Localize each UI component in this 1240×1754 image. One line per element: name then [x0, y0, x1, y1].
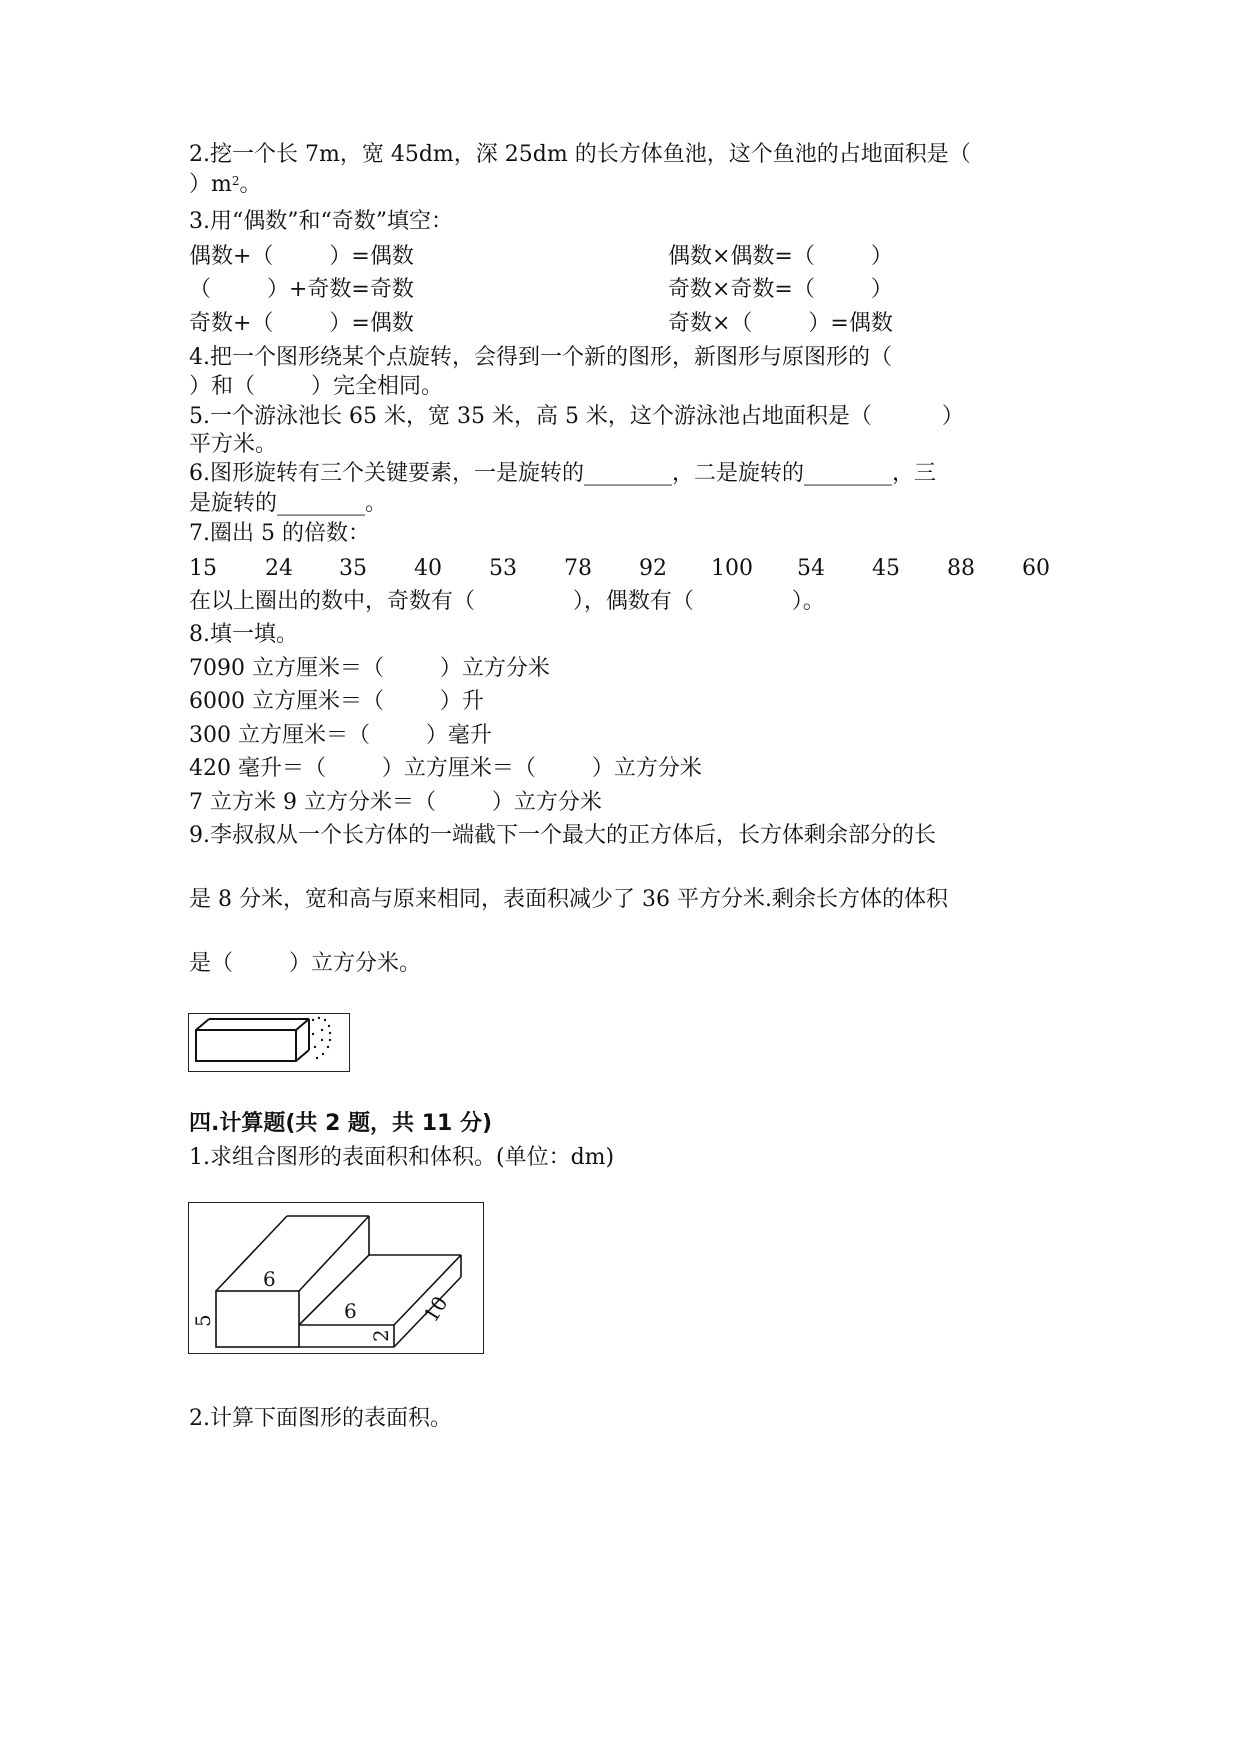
q7-number: 100	[711, 556, 753, 581]
q9-line3: 是（ ）立方分米。	[189, 951, 421, 976]
q7-number: 53	[489, 556, 517, 581]
q4-line2: ）和（ ）完全相同。	[189, 374, 443, 399]
q5-line1: 5.一个游泳池长 65 米，宽 35 米，高 5 米，这个游泳池占地面积是（ ）	[189, 404, 964, 429]
q9-line2: 是 8 分米，宽和高与原来相同，表面积减少了 36 平方分米.剩余长方体的体积	[189, 887, 948, 912]
q2-line1: 2.挖一个长 7m，宽 45dm，深 25dm 的长方体鱼池，这个鱼池的占地面积是（	[189, 142, 971, 167]
q7-number: 40	[414, 556, 442, 581]
q8-title: 8.填一填。	[189, 622, 298, 647]
section4-heading: 四.计算题(共 2 题，共 11 分)	[189, 1111, 493, 1136]
q8-row3: 300 立方厘米＝（ ）毫升	[189, 723, 492, 748]
q6-line2: 是旋转的________。	[189, 491, 388, 516]
label-step-width: 6	[344, 1299, 357, 1323]
label-step-height: 2	[369, 1329, 393, 1342]
q7-number-row	[189, 555, 1069, 583]
cuboid-drawing	[189, 1014, 349, 1071]
section4-q2: 2.计算下面图形的表面积。	[189, 1406, 452, 1431]
q9-line1: 9.李叔叔从一个长方体的一端截下一个最大的正方体后，长方体剩余部分的长	[189, 823, 936, 848]
q3-row2-left: （ ）+奇数=奇数	[189, 277, 414, 302]
q7-number: 78	[564, 556, 592, 581]
q3-row3-left: 奇数+（ ）=偶数	[189, 311, 414, 336]
q9-cuboid-figure	[188, 1013, 350, 1072]
q7-number: 60	[1022, 556, 1050, 581]
q8-row1: 7090 立方厘米＝（ ）立方分米	[189, 656, 550, 681]
q2-line2-post: 。	[239, 172, 262, 197]
cut-cube-dotted	[312, 1017, 331, 1059]
q7-number: 24	[265, 556, 293, 581]
q8-row5: 7 立方米 9 立方分米＝（ ）立方分米	[189, 790, 602, 815]
label-depth: 10	[418, 1291, 453, 1327]
q7-number: 92	[639, 556, 667, 581]
q7-title: 7.圈出 5 的倍数：	[189, 521, 370, 546]
section4-q1: 1.求组合图形的表面积和体积。(单位：dm)	[189, 1145, 615, 1170]
q7-number: 45	[872, 556, 900, 581]
q7-number: 88	[947, 556, 975, 581]
q7-number: 54	[797, 556, 825, 581]
q7-number: 35	[339, 556, 367, 581]
q2-line2-pre: ）m	[189, 172, 232, 197]
q3-title: 3.用“偶数”和“奇数”填空：	[189, 209, 453, 234]
q6-line1: 6.图形旋转有三个关键要素，一是旋转的________，二是旋转的________，三	[189, 461, 936, 486]
q5-line2: 平方米。	[189, 432, 278, 457]
q2-line2	[189, 171, 262, 199]
q3-row1-right: 偶数×偶数=（ ）	[668, 244, 893, 269]
q7-number: 15	[189, 556, 217, 581]
q7-line3: 在以上圈出的数中，奇数有（ ），偶数有（ ）。	[189, 589, 825, 614]
label-left-height: 5	[191, 1314, 215, 1327]
q3-row2-right: 奇数×奇数=（ ）	[668, 277, 893, 302]
label-top-width: 6	[263, 1267, 276, 1291]
q8-row4: 420 毫升＝（ ）立方厘米＝（ ）立方分米	[189, 756, 702, 781]
q2-line2-sup: 2	[231, 174, 240, 188]
composite-solid-drawing	[189, 1203, 483, 1353]
composite-solid-figure	[188, 1202, 484, 1354]
q3-row1-left: 偶数+（ ）=偶数	[189, 244, 414, 269]
q8-row2: 6000 立方厘米＝（ ）升	[189, 689, 484, 714]
q4-line1: 4.把一个图形绕某个点旋转，会得到一个新的图形，新图形与原图形的（	[189, 345, 892, 370]
q3-row3-right: 奇数×（ ）=偶数	[668, 311, 893, 336]
